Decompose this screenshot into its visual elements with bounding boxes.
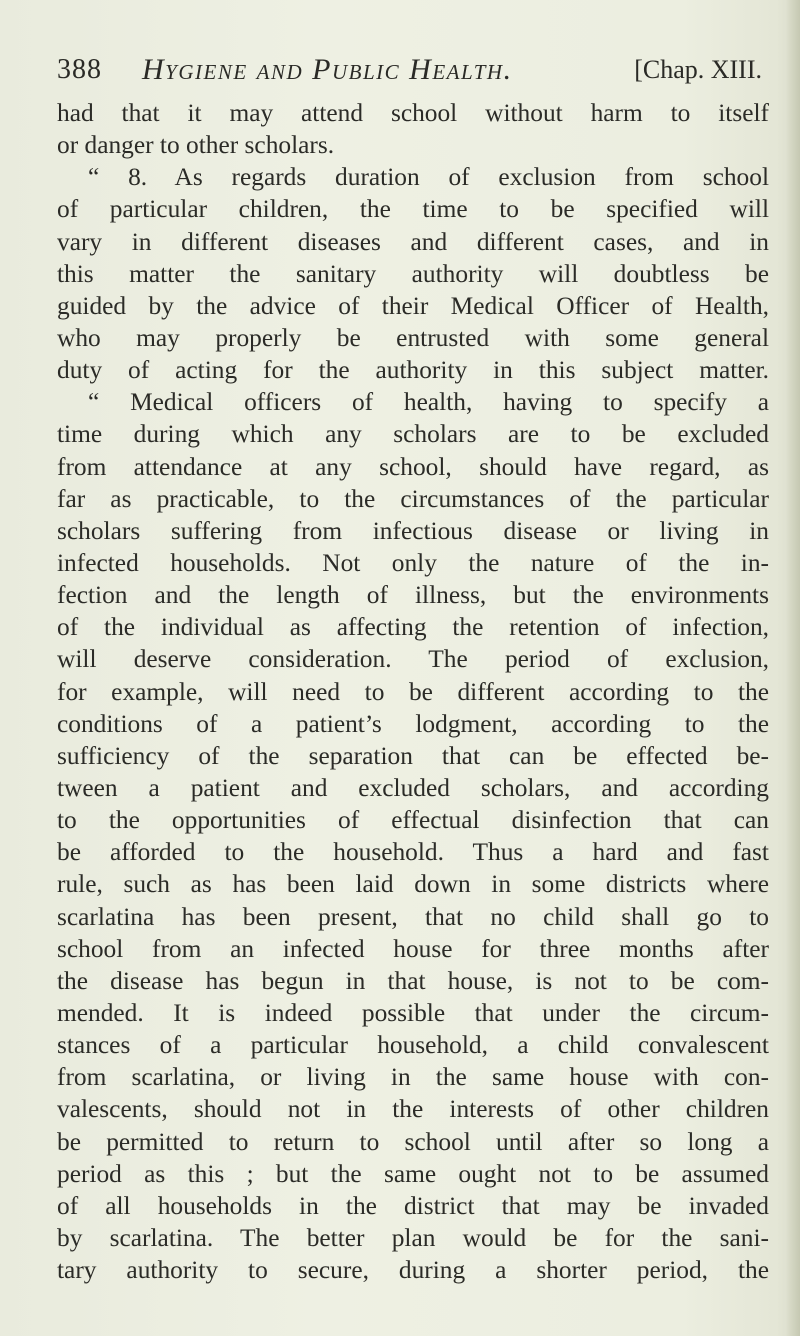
- page-number: 388: [57, 54, 102, 85]
- text-line: for example, will need to be different according to the: [57, 677, 769, 706]
- text-line: the disease has begun in that house, is not to be com-: [57, 966, 769, 995]
- text-line: time during which any scholars are to be excluded: [57, 420, 769, 449]
- text-line: of particular children, the time to be specified will: [57, 195, 769, 224]
- text-line: vary in different diseases and different cases, and in: [57, 227, 769, 256]
- text-line: be afforded to the household. Thus a hard and fast: [57, 838, 769, 867]
- text-line: school from an infected house for three months after: [57, 934, 769, 963]
- text-line: mended. It is indeed possible that under the circum-: [57, 998, 769, 1027]
- chapter-label: [Chap. XIII.: [634, 55, 762, 84]
- text-line: guided by the advice of their Medical Officer of Health,: [57, 291, 769, 320]
- text-line: tween a patient and excluded scholars, and according: [57, 773, 769, 802]
- text-line: of all households in the district that may be invaded: [57, 1191, 769, 1220]
- running-header: [57, 50, 772, 90]
- text-line: who may properly be entrusted with some general: [57, 323, 769, 352]
- text-line: far as practicable, to the circumstances of the particular: [57, 484, 769, 513]
- text-line: “ Medical officers of health, having to specify a: [88, 388, 769, 417]
- text-line: from scarlatina, or living in the same house with con-: [57, 1063, 769, 1092]
- running-title-text: Hygiene and Public Health.: [142, 53, 513, 86]
- text-line: will deserve consideration. The period of exclusion,: [57, 645, 769, 674]
- text-line: from attendance at any school, should have regard, as: [57, 452, 769, 481]
- page-edge-shadow: [786, 0, 800, 1336]
- text-line: valescents, should not in the interests of other children: [57, 1095, 769, 1124]
- text-line: rule, such as has been laid down in some districts where: [57, 870, 769, 899]
- text-line: be permitted to return to school until after so long a: [57, 1127, 769, 1156]
- text-line: fection and the length of illness, but the environments: [57, 581, 769, 610]
- text-line: stances of a particular household, a child convalescent: [57, 1031, 769, 1060]
- body-text: [57, 97, 769, 1286]
- text-line: to the opportunities of effectual disinfection that can: [57, 806, 769, 835]
- text-line: conditions of a patient’s lodgment, according to the: [57, 709, 769, 738]
- text-line: period as this ; but the same ought not to be assumed: [57, 1159, 769, 1188]
- text-line: “ 8. As regards duration of exclusion from school: [88, 163, 769, 192]
- text-line: had that it may attend school without harm to itself: [57, 99, 769, 127]
- text-line: or danger to other scholars.: [57, 131, 335, 160]
- text-line: this matter the sanitary authority will doubtless be: [57, 259, 769, 288]
- text-line: duty of acting for the authority in this subject matter.: [57, 356, 769, 385]
- text-line: by scarlatina. The better plan would be for the sani-: [57, 1223, 769, 1252]
- text-line: of the individual as affecting the retention of infection,: [57, 613, 769, 642]
- running-title: [142, 50, 513, 90]
- text-line: sufficiency of the separation that can be effected be-: [57, 741, 769, 770]
- text-line: scarlatina has been present, that no child shall go to: [57, 902, 769, 931]
- text-line: tary authority to secure, during a shorter period, the: [57, 1256, 769, 1285]
- text-line: infected households. Not only the nature of the in-: [57, 548, 769, 577]
- text-line: scholars suffering from infectious disease or living in: [57, 516, 769, 545]
